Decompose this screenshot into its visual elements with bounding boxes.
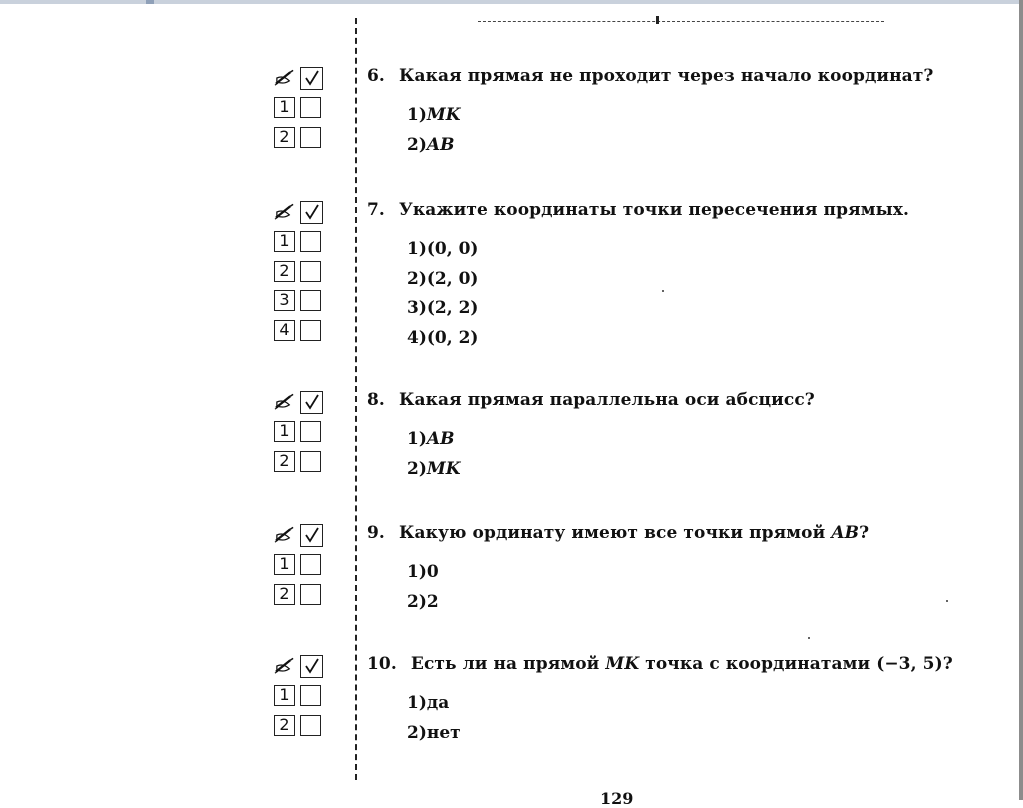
question-prompt-part: MK xyxy=(605,654,640,674)
answer-number-box: 2 xyxy=(274,715,295,736)
pencil-icon xyxy=(274,392,295,413)
answer-number-box: 4 xyxy=(274,320,295,341)
answer-label: 4) xyxy=(407,327,427,348)
answer-number-box: 1 xyxy=(274,97,295,118)
page-number: 129 xyxy=(600,789,634,808)
answer-option xyxy=(407,238,478,268)
answer-label: 2) xyxy=(407,134,427,155)
answer-label: 1) xyxy=(407,693,427,713)
answer-number-box: 3 xyxy=(274,290,295,311)
answer-number-box: 1 xyxy=(274,421,295,442)
question-prompt: Какая прямая параллельна оси абсцисс? xyxy=(398,390,815,410)
answer-margin xyxy=(274,390,330,479)
answer-option xyxy=(407,458,460,488)
answer-text: AB xyxy=(426,429,455,449)
answer-text: (2, 0) xyxy=(426,268,479,289)
answer-option xyxy=(407,327,478,357)
question-text xyxy=(367,523,869,543)
question-text xyxy=(367,654,953,674)
question-number: 10. xyxy=(367,654,397,674)
answer-option xyxy=(407,297,478,327)
answer-checkbox[interactable] xyxy=(300,261,321,282)
question-prompt-part: Есть ли на прямой xyxy=(410,654,606,674)
answer-option xyxy=(407,591,439,621)
answer-number-box: 1 xyxy=(274,554,295,575)
checkmark-icon[interactable] xyxy=(300,67,323,90)
print-speck xyxy=(946,600,948,602)
answer-label: 1) xyxy=(407,562,427,582)
answer-text: MK xyxy=(426,105,461,125)
answer-text: 0 xyxy=(426,562,439,582)
answer-label: 2) xyxy=(407,722,427,743)
answer-option xyxy=(407,692,461,722)
answer-label: 3) xyxy=(407,298,427,318)
checkmark-icon[interactable] xyxy=(300,201,323,224)
window-handle[interactable] xyxy=(146,0,154,4)
pencil-icon xyxy=(274,656,295,677)
pencil-icon xyxy=(274,525,295,546)
print-speck xyxy=(808,637,810,639)
answer-checkbox[interactable] xyxy=(300,127,321,148)
cut-off-scale-line xyxy=(478,19,884,23)
window-right-edge xyxy=(1019,0,1023,800)
question-prompt: Какая прямая не проходит через начало координат? xyxy=(398,66,934,86)
window-top-bar xyxy=(0,0,1023,4)
question-number: 8. xyxy=(367,390,385,410)
answer-option xyxy=(407,722,461,752)
answer-text: да xyxy=(426,693,450,713)
answer-options xyxy=(407,238,478,356)
answer-checkbox[interactable] xyxy=(300,97,321,118)
answer-margin xyxy=(274,654,330,743)
question-number: 6. xyxy=(367,66,385,86)
answer-option xyxy=(407,104,460,134)
question-prompt-part: AB xyxy=(831,523,860,543)
answer-number-box: 2 xyxy=(274,127,295,148)
pencil-icon xyxy=(274,202,295,223)
answer-option xyxy=(407,428,460,458)
answer-options xyxy=(407,561,439,620)
question-prompt-part: ? xyxy=(859,523,870,543)
answer-options xyxy=(407,692,461,751)
question-prompt-part: точка с координатами (−3, 5)? xyxy=(639,654,953,674)
answer-text: (0, 2) xyxy=(426,327,479,348)
answer-text: 2 xyxy=(426,591,439,612)
answer-label: 2) xyxy=(407,458,427,479)
question-text xyxy=(367,200,909,220)
answer-label: 1) xyxy=(407,239,427,259)
answer-label: 1) xyxy=(407,105,427,125)
answer-number-box: 1 xyxy=(274,231,295,252)
question-text xyxy=(367,390,815,410)
answer-options xyxy=(407,428,460,487)
answer-number-box: 2 xyxy=(274,261,295,282)
checkmark-icon[interactable] xyxy=(300,655,323,678)
checkmark-icon[interactable] xyxy=(300,391,323,414)
answer-checkbox[interactable] xyxy=(300,715,321,736)
answer-checkbox[interactable] xyxy=(300,685,321,706)
answer-text: (2, 2) xyxy=(426,298,479,318)
pencil-icon xyxy=(274,68,295,89)
question-text xyxy=(367,66,933,86)
answer-margin xyxy=(274,66,330,155)
question-number: 9. xyxy=(367,523,385,543)
answer-text: MK xyxy=(426,458,461,479)
answer-number-box: 2 xyxy=(274,451,295,472)
answer-checkbox[interactable] xyxy=(300,421,321,442)
answer-text: (0, 0) xyxy=(426,239,479,259)
answer-option xyxy=(407,561,439,591)
answer-label: 2) xyxy=(407,268,427,289)
answer-number-box: 2 xyxy=(274,584,295,605)
question-number: 7. xyxy=(367,200,385,220)
answer-checkbox[interactable] xyxy=(300,231,321,252)
answer-label: 1) xyxy=(407,429,427,449)
dashed-cut-line xyxy=(355,18,357,780)
answer-options xyxy=(407,104,460,163)
answer-checkbox[interactable] xyxy=(300,554,321,575)
print-speck xyxy=(662,290,664,292)
checkmark-icon[interactable] xyxy=(300,524,323,547)
answer-margin xyxy=(274,523,330,612)
answer-checkbox[interactable] xyxy=(300,320,321,341)
question-prompt-part: Какую ординату имеют все точки прямой xyxy=(398,523,832,543)
answer-option xyxy=(407,268,478,298)
answer-text: нет xyxy=(426,722,461,743)
answer-number-box: 1 xyxy=(274,685,295,706)
answer-checkbox[interactable] xyxy=(300,290,321,311)
answer-text: AB xyxy=(426,134,455,155)
answer-checkbox[interactable] xyxy=(300,451,321,472)
question-prompt: Укажите координаты точки пересечения прямых. xyxy=(398,200,910,220)
answer-label: 2) xyxy=(407,591,427,612)
answer-option xyxy=(407,134,460,164)
answer-margin xyxy=(274,200,330,348)
answer-checkbox[interactable] xyxy=(300,584,321,605)
